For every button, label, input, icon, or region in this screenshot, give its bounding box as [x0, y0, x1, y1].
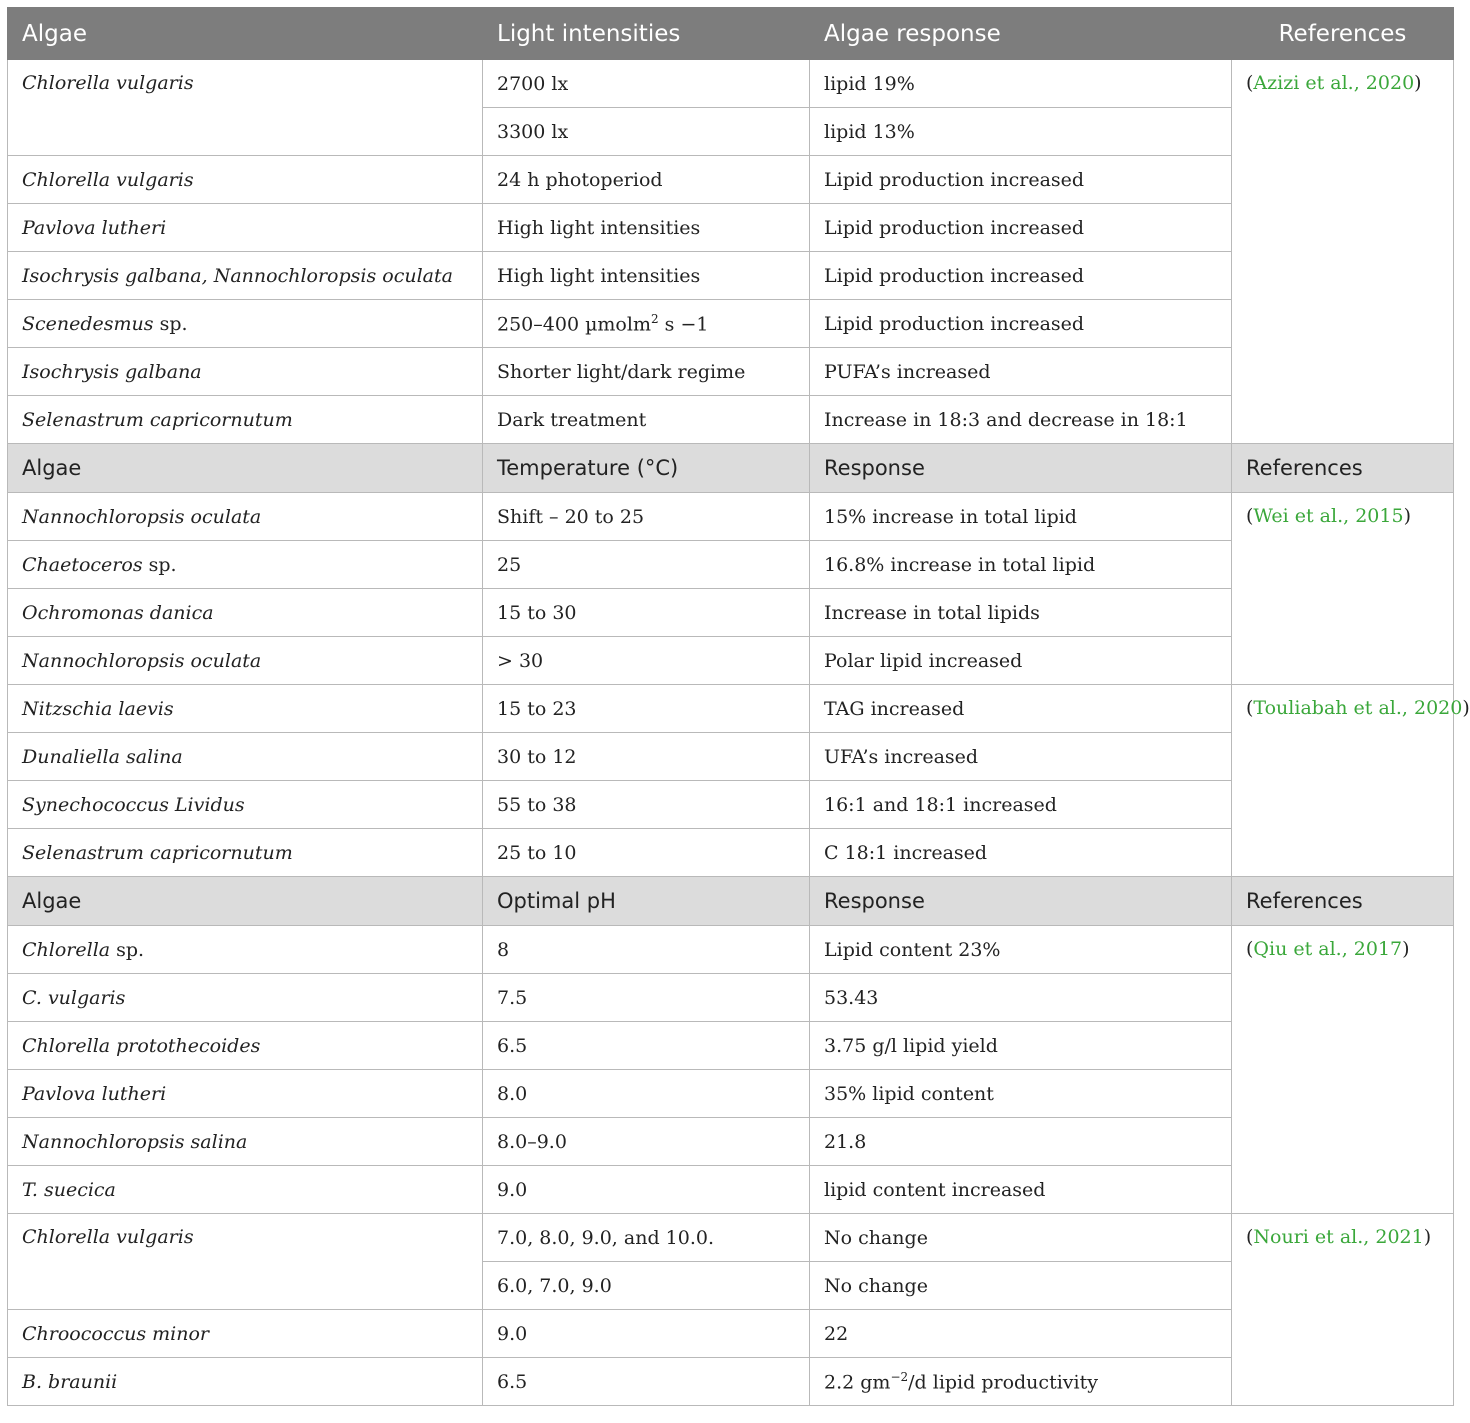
algae-cell: Chlorella vulgaris: [8, 1214, 483, 1310]
value-cell: 7.0, 8.0, 9.0, and 10.0.: [483, 1214, 810, 1262]
algae-cell: Chlorella sp.: [8, 926, 483, 974]
algae-cell: Chlorella vulgaris: [8, 156, 483, 204]
table-row: [8, 60, 1454, 108]
response-cell: Lipid production increased: [810, 204, 1232, 252]
reference-cell: (Qiu et al., 2017): [1232, 926, 1454, 1214]
response-cell: 3.75 g/l lipid yield: [810, 1022, 1232, 1070]
algae-cell: Nannochloropsis oculata: [8, 493, 483, 541]
value-cell: Dark treatment: [483, 396, 810, 444]
reference-cell: (Touliabah et al., 2020): [1232, 685, 1454, 877]
value-cell: 9.0: [483, 1166, 810, 1214]
value-cell: 8: [483, 926, 810, 974]
response-cell: C 18:1 increased: [810, 829, 1232, 877]
header-algae: Algae: [8, 8, 483, 60]
table-row: [8, 685, 1454, 733]
algae-cell: B. braunii: [8, 1358, 483, 1406]
value-cell: 9.0: [483, 1310, 810, 1358]
reference-cell: (Azizi et al., 2020): [1232, 60, 1454, 444]
value-cell: 24 h photoperiod: [483, 156, 810, 204]
subheader-algae: Algae: [8, 444, 483, 493]
value-cell: 3300 lx: [483, 108, 810, 156]
value-cell: Shift – 20 to 25: [483, 493, 810, 541]
response-cell: Polar lipid increased: [810, 637, 1232, 685]
value-cell: 2700 lx: [483, 60, 810, 108]
subheader-algae: Algae: [8, 877, 483, 926]
algae-cell: Selenastrum capricornutum: [8, 829, 483, 877]
value-cell: 8.0–9.0: [483, 1118, 810, 1166]
algae-cell: Ochromonas danica: [8, 589, 483, 637]
header-references: References: [1232, 8, 1454, 60]
response-cell: No change: [810, 1262, 1232, 1310]
reference-link[interactable]: Qiu et al., 2017: [1253, 938, 1403, 960]
response-cell: Lipid production increased: [810, 156, 1232, 204]
section-header-temperature: [8, 444, 1454, 493]
table-header-row: [8, 8, 1454, 60]
algae-cell: Nannochloropsis salina: [8, 1118, 483, 1166]
response-cell: Lipid production increased: [810, 300, 1232, 348]
value-cell: 15 to 30: [483, 589, 810, 637]
reference-cell: (Nouri et al., 2021): [1232, 1214, 1454, 1406]
response-cell: PUFA’s increased: [810, 348, 1232, 396]
value-cell: 25 to 10: [483, 829, 810, 877]
response-cell: Lipid production increased: [810, 252, 1232, 300]
algae-cell: Chlorella protothecoides: [8, 1022, 483, 1070]
subheader-response: Response: [810, 877, 1232, 926]
response-cell: No change: [810, 1214, 1232, 1262]
response-cell: Increase in total lipids: [810, 589, 1232, 637]
reference-link[interactable]: Touliabah et al., 2020: [1253, 697, 1463, 719]
table-row: [8, 493, 1454, 541]
algae-cell: Selenastrum capricornutum: [8, 396, 483, 444]
response-cell: 21.8: [810, 1118, 1232, 1166]
value-cell: 250–400 µmolm$^2$ s −1: [483, 300, 810, 348]
subheader-temperature: Temperature (°C): [483, 444, 810, 493]
response-cell: 16:1 and 18:1 increased: [810, 781, 1232, 829]
value-cell: 6.5: [483, 1358, 810, 1406]
subheader-optimal-ph: Optimal pH: [483, 877, 810, 926]
response-cell: 16.8% increase in total lipid: [810, 541, 1232, 589]
algae-cell: Pavlova lutheri: [8, 204, 483, 252]
value-cell: High light intensities: [483, 252, 810, 300]
table-row: [8, 926, 1454, 974]
response-cell: TAG increased: [810, 685, 1232, 733]
reference-link[interactable]: Azizi et al., 2020: [1253, 72, 1415, 94]
subheader-references: References: [1232, 877, 1454, 926]
algae-cell: Dunaliella salina: [8, 733, 483, 781]
algae-cell: C. vulgaris: [8, 974, 483, 1022]
algae-conditions-table: [7, 7, 1470, 1406]
response-cell: 22: [810, 1310, 1232, 1358]
response-cell: 2.2 $gm^{-2}/d$ lipid productivity: [810, 1358, 1232, 1406]
response-cell: 53.43: [810, 974, 1232, 1022]
subheader-response: Response: [810, 444, 1232, 493]
value-cell: 6.0, 7.0, 9.0: [483, 1262, 810, 1310]
value-cell: 55 to 38: [483, 781, 810, 829]
algae-cell: T. suecica: [8, 1166, 483, 1214]
algae-cell: Synechococcus Lividus: [8, 781, 483, 829]
algae-cell: Isochrysis galbana, Nannochloropsis oculata: [8, 252, 483, 300]
response-cell: 15% increase in total lipid: [810, 493, 1232, 541]
section-header-ph: [8, 877, 1454, 926]
value-cell: 7.5: [483, 974, 810, 1022]
algae-cell: Isochrysis galbana: [8, 348, 483, 396]
value-cell: High light intensities: [483, 204, 810, 252]
response-cell: Lipid content 23%: [810, 926, 1232, 974]
value-cell: > 30: [483, 637, 810, 685]
value-cell: 8.0: [483, 1070, 810, 1118]
value-cell: 30 to 12: [483, 733, 810, 781]
algae-cell: Pavlova lutheri: [8, 1070, 483, 1118]
response-cell: lipid content increased: [810, 1166, 1232, 1214]
algae-cell: Chlorella vulgaris: [8, 60, 483, 156]
response-cell: UFA’s increased: [810, 733, 1232, 781]
algae-cell: Nitzschia laevis: [8, 685, 483, 733]
algae-cell: Nannochloropsis oculata: [8, 637, 483, 685]
value-cell: 6.5: [483, 1022, 810, 1070]
response-cell: Increase in 18:3 and decrease in 18:1: [810, 396, 1232, 444]
reference-link[interactable]: Nouri et al., 2021: [1253, 1226, 1424, 1248]
value-cell: 25: [483, 541, 810, 589]
reference-cell: (Wei et al., 2015): [1232, 493, 1454, 685]
value-cell: 15 to 23: [483, 685, 810, 733]
algae-cell: Scenedesmus sp.: [8, 300, 483, 348]
response-cell: lipid 19%: [810, 60, 1232, 108]
header-light-intensities: Light intensities: [483, 8, 810, 60]
response-cell: lipid 13%: [810, 108, 1232, 156]
value-cell: Shorter light/dark regime: [483, 348, 810, 396]
header-algae-response: Algae response: [810, 8, 1232, 60]
subheader-references: References: [1232, 444, 1454, 493]
algae-cell: Chroococcus minor: [8, 1310, 483, 1358]
response-cell: 35% lipid content: [810, 1070, 1232, 1118]
table-row: [8, 1214, 1454, 1262]
reference-link[interactable]: Wei et al., 2015: [1253, 505, 1404, 527]
algae-cell: Chaetoceros sp.: [8, 541, 483, 589]
